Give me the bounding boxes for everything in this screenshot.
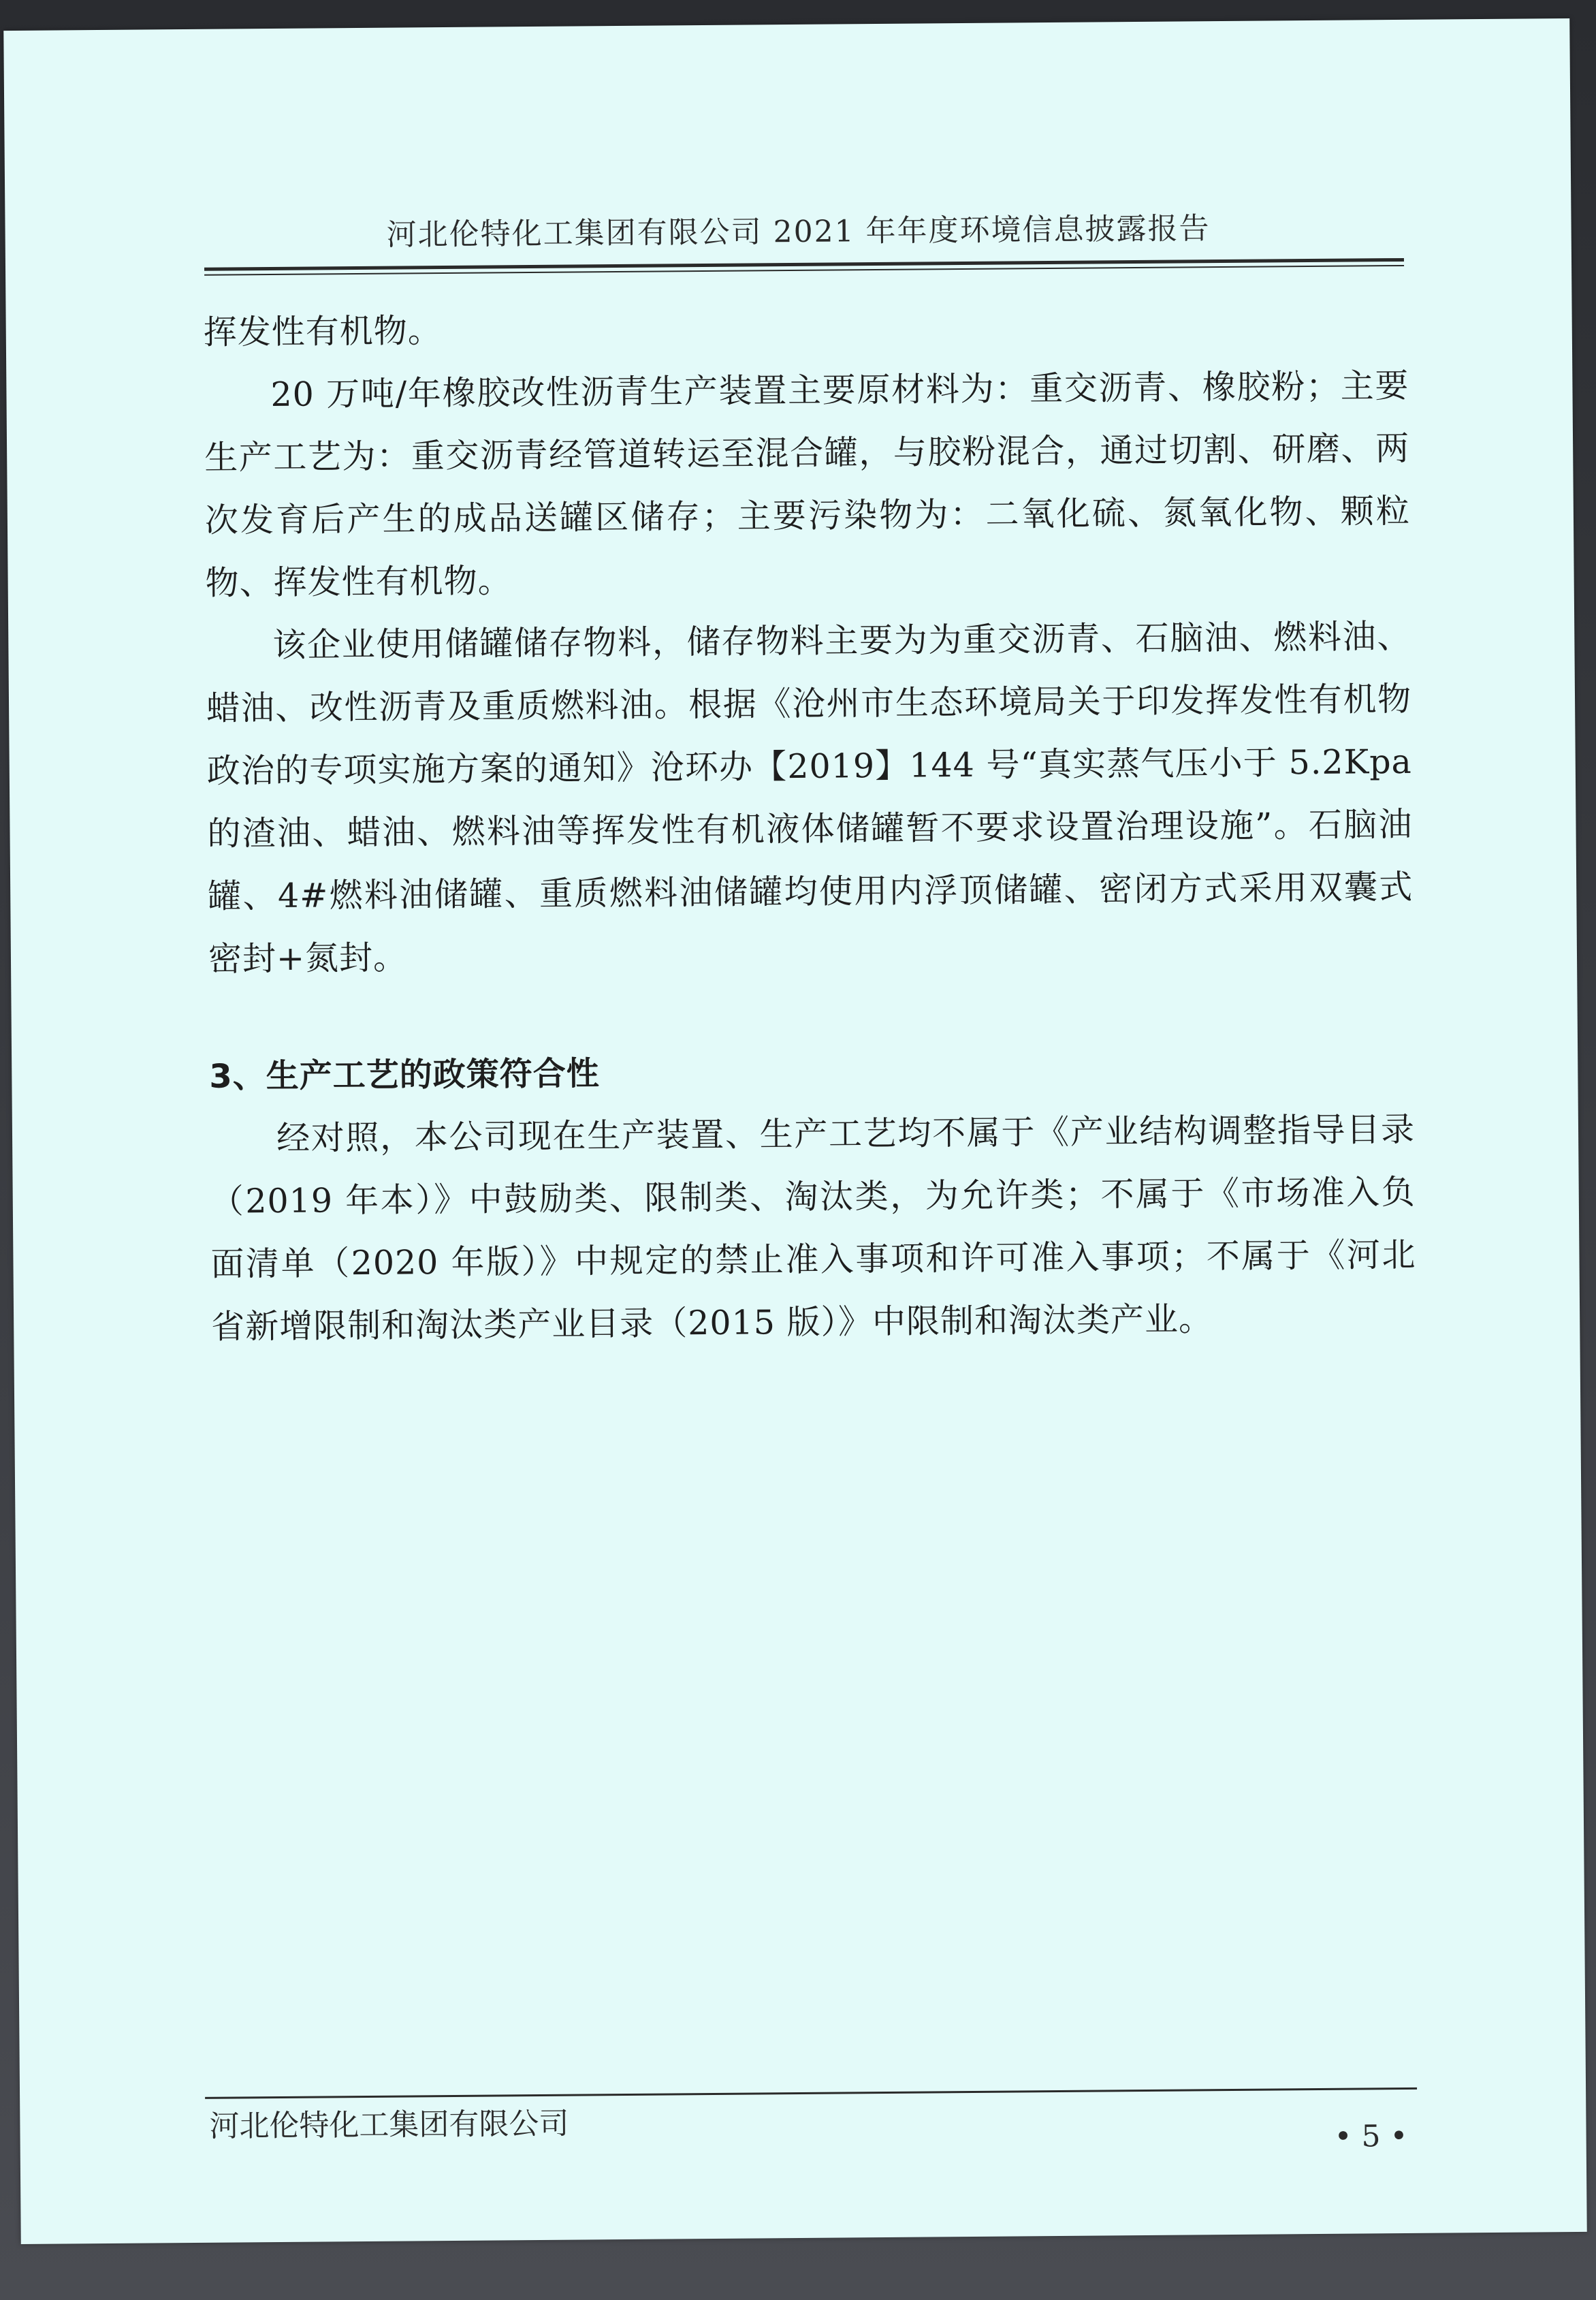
- body-content: [203, 292, 1416, 1359]
- footer-rule: [205, 2088, 1417, 2099]
- page-number: • 5 •: [1334, 2118, 1408, 2154]
- paragraph-policy-compliance: 经对照，本公司现在生产装置、生产工艺均不属于《产业结构调整指导目录（2019 年本）》中鼓励类、限制类、淘汰类，为允许类；不属于《市场准入负面清单（2020 年版）》中规定的禁止准入事项和许可准入事项；不属于《河北省新增限制和淘汰类产业目录（2015 版）》中限制和淘汰类产业。: [210, 1109, 1416, 1346]
- section-heading-policy-compliance: 3、生产工艺的政策符合性: [209, 1054, 600, 1096]
- paragraph-rubber-asphalt: 20 万吨/年橡胶改性沥青生产装置主要原材料为：重交沥青、橡胶粉；主要生产工艺为：重交沥青经管道转运至混合罐，与胶粉混合，通过切割、研磨、两次发育后产生的成品送罐区储存；主要污染物为：二氧化硫、氮氧化物、颗粒物、挥发性有机物。: [204, 366, 1411, 603]
- document-page: [3, 18, 1586, 2244]
- paragraph-storage-tanks: 该企业使用储罐储存物料，储存物料主要为为重交沥青、石脑油、燃料油、蜡油、改性沥青及重质燃料油。根据《沧州市生态环境局关于印发挥发性有机物政治的专项实施方案的通知》沧环办【2019】144 号“真实蒸气压小于 5.2Kpa 的渣油、蜡油、燃料油等挥发性有机液体储罐暂不要求设置治理设施”。石脑油罐、4#燃料油储罐、重质燃料油储罐均使用内浮顶储罐、密闭方式采用双囊式密封+氮封。: [206, 616, 1414, 979]
- page-header-title: 河北伦特化工集团有限公司 2021 年年度环境信息披露报告: [386, 211, 1211, 253]
- paragraph-continuation: 挥发性有机物。: [203, 311, 442, 352]
- footer-company-name: 河北伦特化工集团有限公司: [209, 2106, 569, 2144]
